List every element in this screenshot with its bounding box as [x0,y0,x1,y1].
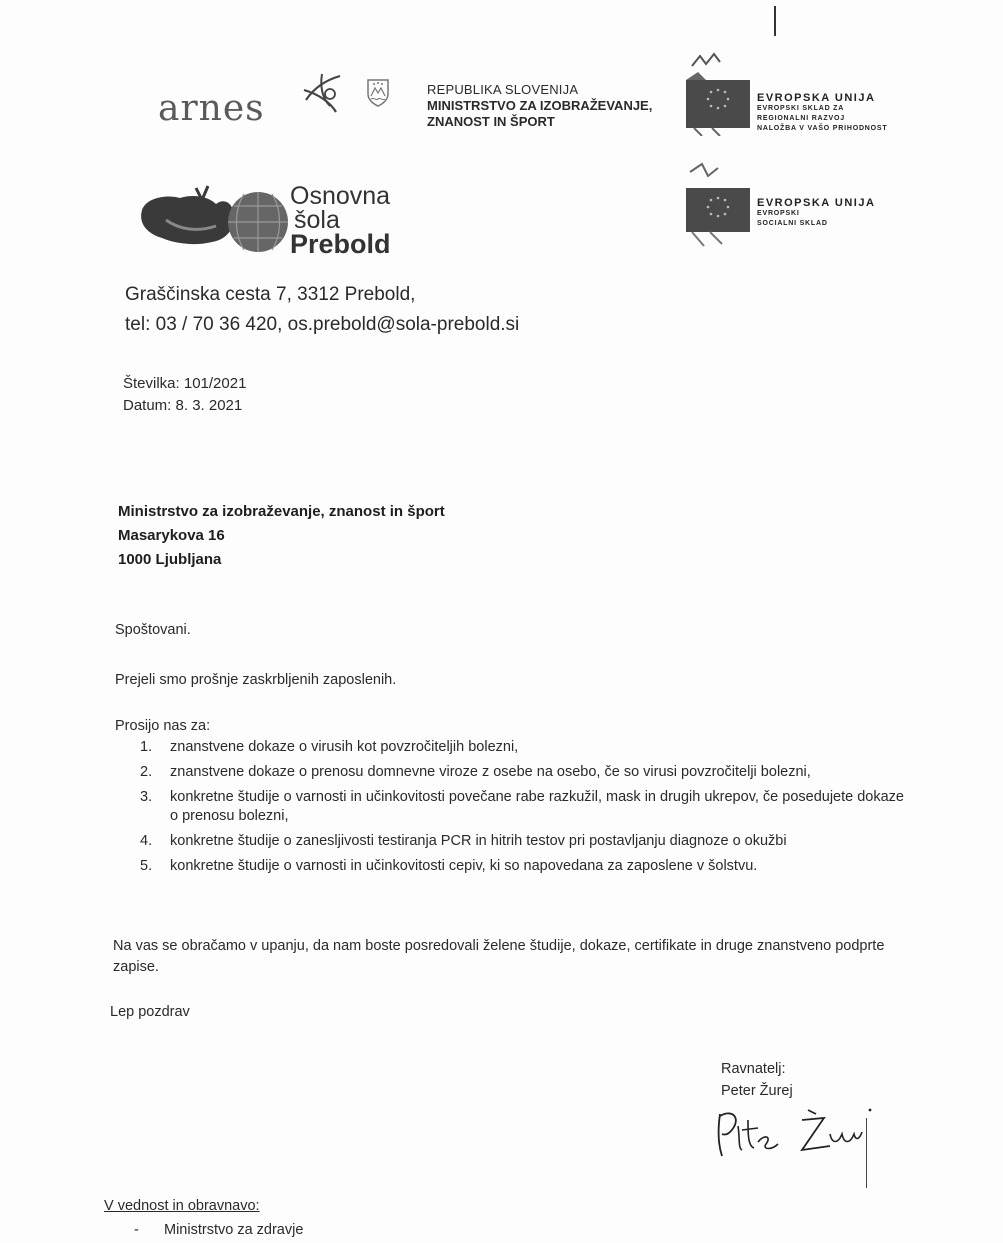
signatory [721,1058,793,1102]
school-name: Osnovna šola Prebold [290,182,391,259]
list-item: 1. znanstvene dokaze o virusih kot povzročiteljih bolezni, [140,739,519,755]
cc-heading: V vednost in obravnavo: [104,1198,260,1214]
handwritten-signature [712,1104,882,1164]
ministry-line: MINISTRSTVO ZA IZOBRAŽEVANJE, [427,98,653,113]
document-number: Številka: 101/2021 [123,375,247,392]
request-intro: Prosijo nas za: [115,718,211,734]
cc-item: - Ministrstvo za zdravje [134,1222,304,1238]
regards: Lep pozdrav [110,1004,190,1020]
school-logo-icon [136,180,292,256]
signatory-role: Ravnatelj: [721,1061,786,1077]
contact-line: tel: 03 / 70 36 420, os.prebold@sola-prebold.si [125,314,520,335]
list-item: 4. konkretne študije o zanesljivosti testiranja PCR in hitrih testov pri postavljanju diagnoze o okužbi [140,833,787,849]
document-date: Datum: 8. 3. 2021 [123,397,243,414]
request-list [140,738,910,882]
greeting: Spoštovani. [115,622,191,638]
ministry-line-2: ZNANOST IN ŠPORT [427,114,555,129]
document-meta [123,373,246,417]
intro-text: Prejeli smo prošnje zaskrbljenih zaposlenih. [115,672,397,688]
signature-mark [866,1118,867,1188]
signatory-name: Peter Žurej [721,1083,793,1099]
coat-of-arms-icon [366,78,390,108]
eu-social-flag-icon [684,162,752,248]
eu-regional-flag-icon [684,52,752,136]
school-address [125,280,519,340]
ministry-header [427,82,652,130]
arnes-logo: arnes [158,88,265,129]
eu-regional-fund-label: EVROPSKA UNIJA EVROPSKI SKLAD ZA REGIONALNI RAZVOJ NALOŽBA V VAŠO PRIHODNOST [757,92,888,132]
recipient-address: Ministrstvo za izobraževanje, znanost in šport Masarykova 16 1000 Ljubljana [118,503,445,568]
scan-mark [774,6,776,36]
list-item: 5. konkretne študije o varnosti in učinkovitosti cepiv, ki so napovedana za zaposlene v šolstvu. [140,858,758,874]
republic-line: REPUBLIKA SLOVENIJA [427,82,579,97]
closing-paragraph: Na vas se obračamo v upanju, da nam boste posredovali želene študije, dokaze, certifikate in druge znanstveno podprte zapise. [113,938,885,975]
arnes-symbol-icon [300,70,348,116]
list-item: 2. znanstvene dokaze o prenosu domnevne viroze z osebe na osebo, če so virusi povzročitelji bolezni, [140,764,811,780]
eu-social-fund-label: EVROPSKA UNIJA EVROPSKI SOCIALNI SKLAD [757,197,876,227]
address-line: Graščinska cesta 7, 3312 Prebold, [125,284,416,305]
list-item: 3. konkretne študije o varnosti in učinkovitosti povečane rabe razkužil, mask in drugih ukrepov, če posedujete dokaze o prenosu bolezni, [140,789,904,824]
